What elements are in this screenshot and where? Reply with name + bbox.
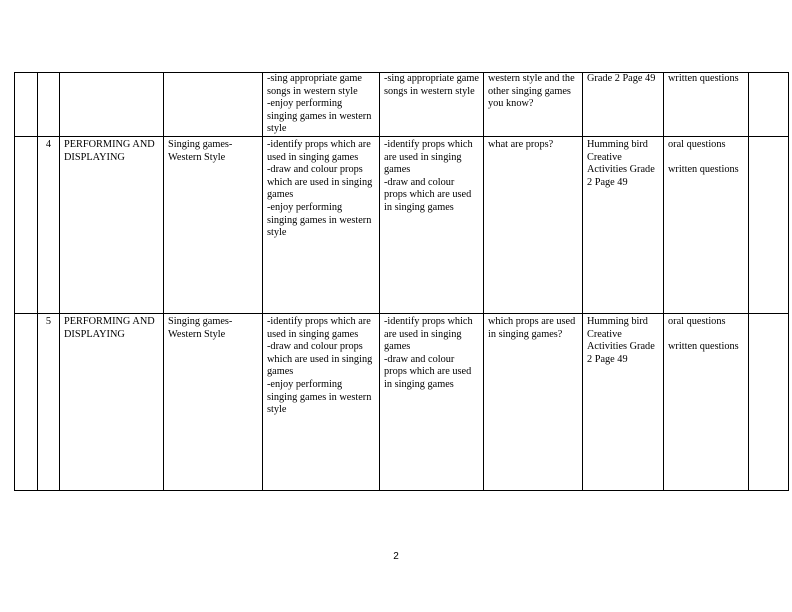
table-row (15, 313, 789, 490)
week-cell: 4 (38, 136, 60, 313)
remarks-cell (749, 136, 789, 313)
assessment-cell: oral questions written questions (664, 136, 749, 313)
blank-cell (15, 136, 38, 313)
strand-cell: PERFORMING AND DISPLAYING (60, 313, 164, 490)
week-cell: 5 (38, 313, 60, 490)
table-row (15, 136, 789, 313)
learning-experiences-cell: -identify props which are used in singing games -draw and colour props which are used in singing games (380, 136, 484, 313)
learning-experiences-cell: -identify props which are used in singing games -draw and colour props which are used in singing games (380, 313, 484, 490)
learning-outcomes-cell: -sing appropriate game songs in western style -enjoy performing singing games in western style (263, 73, 380, 137)
remarks-cell (749, 73, 789, 137)
resources-cell: Humming bird Creative Activities Grade 2 Page 49 (583, 136, 664, 313)
key-inquiry-cell: which props are used in singing games? (484, 313, 583, 490)
remarks-cell (749, 313, 789, 490)
strand-cell (60, 73, 164, 137)
assessment-cell: oral questions written questions (664, 313, 749, 490)
blank-cell (15, 73, 38, 137)
page-number: 2 (393, 551, 399, 562)
scheme-of-work-table (14, 72, 789, 491)
learning-outcomes-cell: -identify props which are used in singing games -draw and colour props which are used in singing games -enjoy performing singing games in western style (263, 313, 380, 490)
key-inquiry-cell: what are props? (484, 136, 583, 313)
sub-strand-cell: Singing games-Western Style (164, 136, 263, 313)
strand-cell: PERFORMING AND DISPLAYING (60, 136, 164, 313)
resources-cell: Humming bird Creative Activities Grade 2 Page 49 (583, 313, 664, 490)
learning-experiences-cell: -sing appropriate game songs in western style (380, 73, 484, 137)
learning-outcomes-cell: -identify props which are used in singing games -draw and colour props which are used in singing games -enjoy performing singing games in western style (263, 136, 380, 313)
blank-cell (15, 313, 38, 490)
resources-cell: Grade 2 Page 49 (583, 73, 664, 137)
assessment-cell: written questions (664, 73, 749, 137)
key-inquiry-cell: western style and the other singing games you know? (484, 73, 583, 137)
sub-strand-cell (164, 73, 263, 137)
week-cell (38, 73, 60, 137)
table-row (15, 73, 789, 137)
sub-strand-cell: Singing games-Western Style (164, 313, 263, 490)
